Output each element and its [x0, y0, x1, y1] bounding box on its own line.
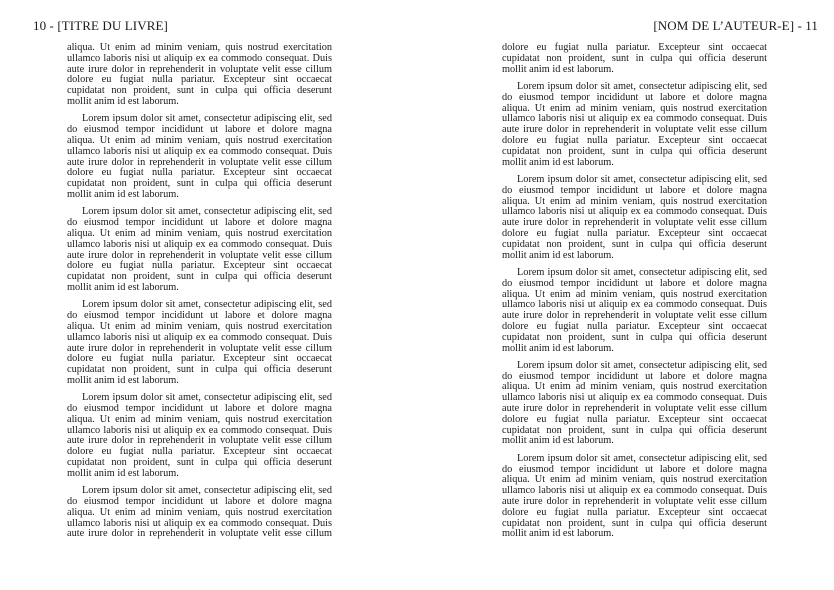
text-line: ullamco laboris nisi ut aliquip ex ea commodo consequat. Duis [502, 485, 767, 497]
text-line: mollit anim id est laborum. [502, 342, 614, 354]
paragraph [502, 43, 767, 75]
text-line: Lorem ipsum dolor sit amet, consectetur adipiscing elit, sed [517, 359, 767, 371]
text-line: Lorem ipsum dolor sit amet, consectetur adipiscing elit, sed [517, 266, 767, 278]
text-line: cupidatat non proident, sunt in culpa qui officia deserunt [502, 238, 767, 250]
text-line: mollit anim id est laborum. [502, 528, 614, 540]
paragraph [502, 82, 767, 168]
text-line: do eiusmod tempor incididunt ut labore et dolore magna [67, 403, 332, 415]
right-page [417, 0, 834, 590]
text-line: aute irure dolor in reprehenderit in voluptate velit esse cillum [502, 217, 767, 229]
left-page-header: 10 - [TITRE DU LIVRE] [33, 18, 168, 33]
text-line: dolore eu fugiat nulla pariatur. Excepteur sint occaecat [502, 506, 767, 518]
paragraph [67, 114, 332, 200]
paragraph [67, 43, 332, 108]
text-line: mollit anim id est laborum. [67, 281, 179, 293]
text-line: ullamco laboris nisi ut aliquip ex ea commodo consequat. Duis [67, 52, 332, 64]
text-line: mollit anim id est laborum. [502, 63, 614, 75]
text-line: dolore eu fugiat nulla pariatur. Excepteur sint occaecat [67, 260, 332, 272]
text-line: aute irure dolor in reprehenderit in voluptate velit esse cillum [67, 249, 332, 261]
text-line: do eiusmod tempor incididunt ut labore et dolore magna [502, 184, 767, 196]
text-line: cupidatat non proident, sunt in culpa qui officia deserunt [502, 52, 767, 64]
text-line: cupidatat non proident, sunt in culpa qui officia deserunt [67, 178, 332, 190]
text-line: Lorem ipsum dolor sit amet, consectetur adipiscing elit, sed [82, 485, 332, 497]
text-line: do eiusmod tempor incididunt ut labore et dolore magna [502, 91, 767, 103]
text-line: aliqua. Ut enim ad minim veniam, quis nostrud exercitation [67, 320, 332, 332]
text-line: dolore eu fugiat nulla pariatur. Excepteur sint occaecat [502, 227, 767, 239]
text-line: aliqua. Ut enim ad minim veniam, quis nostrud exercitation [67, 506, 332, 518]
text-line: aliqua. Ut enim ad minim veniam, quis nostrud exercitation [67, 413, 332, 425]
text-line: dolore eu fugiat nulla pariatur. Excepteur sint occaecat [67, 74, 332, 86]
text-line: cupidatat non proident, sunt in culpa qui officia deserunt [502, 424, 767, 436]
text-line: mollit anim id est laborum. [67, 188, 179, 200]
text-line: mollit anim id est laborum. [67, 374, 179, 386]
text-line: aliqua. Ut enim ad minim veniam, quis nostrud exercitation [67, 134, 332, 146]
text-line: aliqua. Ut enim ad minim veniam, quis nostrud exercitation [502, 474, 767, 486]
text-line: do eiusmod tempor incididunt ut labore et dolore magna [67, 124, 332, 136]
text-line: Lorem ipsum dolor sit amet, consectetur adipiscing elit, sed [82, 299, 332, 311]
text-line: ullamco laboris nisi ut aliquip ex ea commodo consequat. Duis [67, 331, 332, 343]
text-line: do eiusmod tempor incididunt ut labore et dolore magna [67, 496, 332, 508]
text-line: Lorem ipsum dolor sit amet, consectetur adipiscing elit, sed [517, 173, 767, 185]
text-line: dolore eu fugiat nulla pariatur. Excepteur sint occaecat [67, 167, 332, 179]
text-line: cupidatat non proident, sunt in culpa qui officia deserunt [67, 271, 332, 283]
text-line: do eiusmod tempor incididunt ut labore et dolore magna [67, 310, 332, 322]
text-line: ullamco laboris nisi ut aliquip ex ea commodo consequat. Duis [502, 392, 767, 404]
text-line: aliqua. Ut enim ad minim veniam, quis nostrud exercitation [502, 195, 767, 207]
text-line: dolore eu fugiat nulla pariatur. Excepteur sint occaecat [502, 320, 767, 332]
paragraph [502, 361, 767, 447]
text-line: dolore eu fugiat nulla pariatur. Excepteur sint occaecat [502, 134, 767, 146]
text-line: aute irure dolor in reprehenderit in voluptate velit esse cillum [67, 156, 332, 168]
text-line: aute irure dolor in reprehenderit in voluptate velit esse cillum [502, 496, 767, 508]
text-line: dolore eu fugiat nulla pariatur. Excepteur sint occaecat [67, 446, 332, 458]
text-line: Lorem ipsum dolor sit amet, consectetur adipiscing elit, sed [517, 452, 767, 464]
text-line: aliqua. Ut enim ad minim veniam, quis nostrud exercitation [502, 381, 767, 393]
text-line: ullamco laboris nisi ut aliquip ex ea commodo consequat. Duis [502, 206, 767, 218]
text-line: mollit anim id est laborum. [67, 95, 179, 107]
text-line: aute irure dolor in reprehenderit in voluptate velit esse cillum [502, 124, 767, 136]
text-line: Lorem ipsum dolor sit amet, consectetur adipiscing elit, sed [82, 206, 332, 218]
text-line: cupidatat non proident, sunt in culpa qui officia deserunt [502, 145, 767, 157]
text-line: aliqua. Ut enim ad minim veniam, quis nostrud exercitation [67, 42, 332, 53]
text-line: aute irure dolor in reprehenderit in voluptate velit esse cillum [67, 342, 332, 354]
text-line: aute irure dolor in reprehenderit in voluptate velit esse cillum [67, 528, 332, 540]
text-line: cupidatat non proident, sunt in culpa qui officia deserunt [67, 364, 332, 376]
paragraph [67, 300, 332, 386]
text-line: ullamco laboris nisi ut aliquip ex ea commodo consequat. Duis [67, 145, 332, 157]
text-line: aute irure dolor in reprehenderit in voluptate velit esse cillum [67, 435, 332, 447]
text-line: aute irure dolor in reprehenderit in voluptate velit esse cillum [67, 63, 332, 75]
paragraph [67, 486, 332, 540]
text-line: dolore eu fugiat nulla pariatur. Excepteur sint occaecat [502, 42, 767, 53]
text-line: cupidatat non proident, sunt in culpa qui officia deserunt [502, 517, 767, 529]
paragraph [67, 207, 332, 293]
right-page-header: [NOM DE L’AUTEUR-E] - 11 [653, 18, 818, 33]
paragraph [502, 454, 767, 540]
paragraph [502, 175, 767, 261]
text-line: mollit anim id est laborum. [67, 467, 179, 479]
right-page-body [502, 43, 767, 547]
text-line: ullamco laboris nisi ut aliquip ex ea commodo consequat. Duis [67, 238, 332, 250]
text-line: aute irure dolor in reprehenderit in voluptate velit esse cillum [502, 310, 767, 322]
text-line: aliqua. Ut enim ad minim veniam, quis nostrud exercitation [502, 102, 767, 114]
text-line: do eiusmod tempor incididunt ut labore et dolore magna [502, 277, 767, 289]
text-line: ullamco laboris nisi ut aliquip ex ea commodo consequat. Duis [67, 517, 332, 529]
text-line: cupidatat non proident, sunt in culpa qui officia deserunt [67, 457, 332, 469]
text-line: aliqua. Ut enim ad minim veniam, quis nostrud exercitation [67, 227, 332, 239]
left-page-body [67, 43, 332, 547]
text-line: Lorem ipsum dolor sit amet, consectetur adipiscing elit, sed [82, 113, 332, 125]
text-line: do eiusmod tempor incididunt ut labore et dolore magna [502, 370, 767, 382]
text-line: cupidatat non proident, sunt in culpa qui officia deserunt [502, 331, 767, 343]
text-line: Lorem ipsum dolor sit amet, consectetur adipiscing elit, sed [517, 80, 767, 92]
text-line: mollit anim id est laborum. [502, 156, 614, 168]
text-line: dolore eu fugiat nulla pariatur. Excepteur sint occaecat [67, 353, 332, 365]
text-line: mollit anim id est laborum. [502, 435, 614, 447]
text-line: Lorem ipsum dolor sit amet, consectetur adipiscing elit, sed [82, 392, 332, 404]
paragraph [67, 393, 332, 479]
text-line: aliqua. Ut enim ad minim veniam, quis nostrud exercitation [502, 288, 767, 300]
text-line: do eiusmod tempor incididunt ut labore et dolore magna [67, 217, 332, 229]
paragraph [502, 268, 767, 354]
text-line: ullamco laboris nisi ut aliquip ex ea commodo consequat. Duis [502, 113, 767, 125]
text-line: aute irure dolor in reprehenderit in voluptate velit esse cillum [502, 403, 767, 415]
text-line: ullamco laboris nisi ut aliquip ex ea commodo consequat. Duis [67, 424, 332, 436]
text-line: do eiusmod tempor incididunt ut labore et dolore magna [502, 463, 767, 475]
text-line: dolore eu fugiat nulla pariatur. Excepteur sint occaecat [502, 413, 767, 425]
text-line: mollit anim id est laborum. [502, 249, 614, 261]
text-line: cupidatat non proident, sunt in culpa qui officia deserunt [67, 85, 332, 97]
text-line: ullamco laboris nisi ut aliquip ex ea commodo consequat. Duis [502, 299, 767, 311]
